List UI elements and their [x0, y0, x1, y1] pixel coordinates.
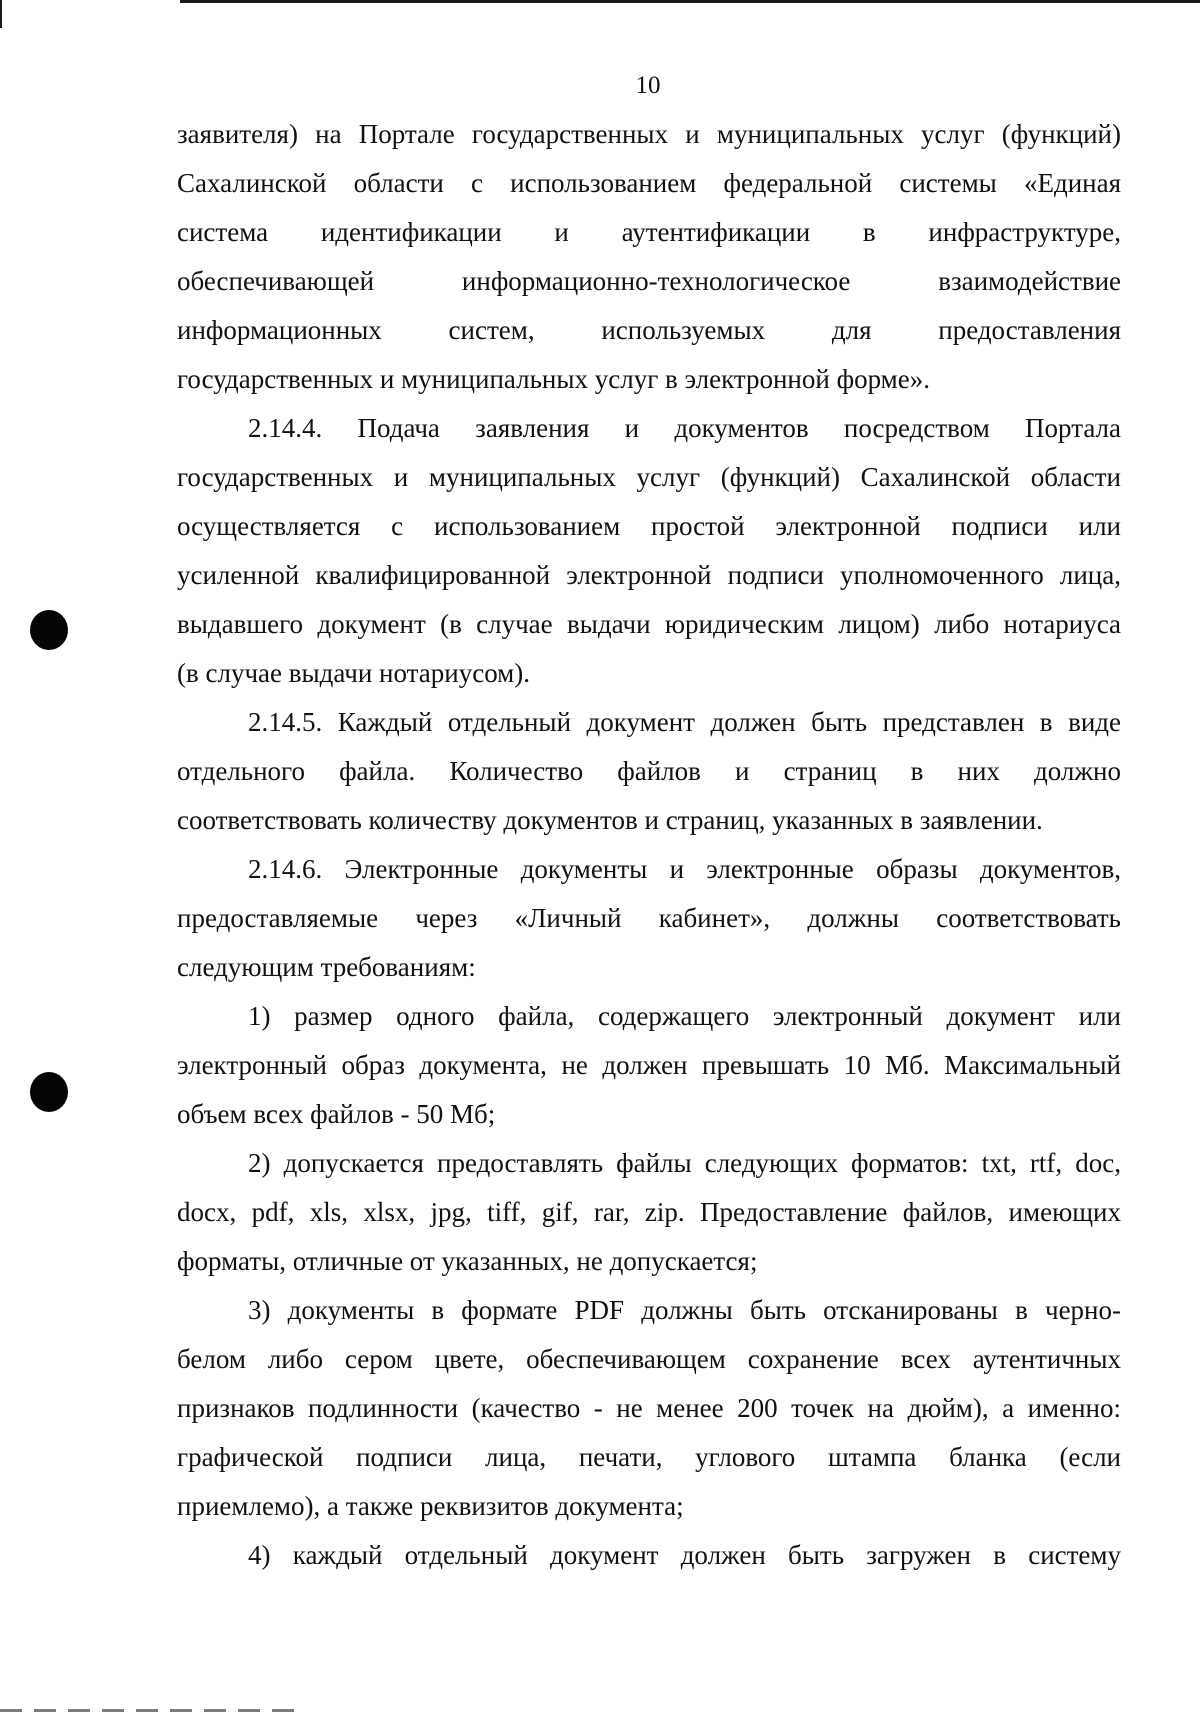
paragraph-2-14-6: [177, 845, 1121, 992]
page-number: 10: [635, 72, 661, 99]
scan-left-edge: [0, 0, 2, 28]
text-line: обеспечивающей информационно-технологическое взаимодействие: [177, 266, 1121, 296]
paragraph-2-14-5: [177, 698, 1121, 845]
text-line: графической подписи лица, печати, углового штампа бланка (если: [177, 1442, 1121, 1472]
text-line: признаков подлинности (качество - не менее 200 точек на дюйм), а именно:: [177, 1393, 1121, 1423]
text-line: 2.14.5. Каждый отдельный документ должен быть представлен в виде: [248, 707, 1121, 737]
text-line: соответствовать количеству документов и страниц, указанных в заявлении.: [177, 805, 1043, 835]
text-line: выдавшего документ (в случае выдачи юридическим лицом) либо нотариуса: [177, 609, 1121, 639]
list-item-1: [177, 992, 1121, 1139]
text-line: белом либо сером цвете, обеспечивающем сохранение всех аутентичных: [177, 1344, 1121, 1374]
text-line: 4) каждый отдельный документ должен быть загружен в систему: [248, 1540, 1121, 1570]
list-item-3: [177, 1286, 1121, 1531]
text-line: информационных систем, используемых для предоставления: [177, 315, 1121, 345]
document-body: [177, 110, 1121, 1580]
punch-hole: [30, 1072, 68, 1112]
text-line: предоставляемые через «Личный кабинет», должны соответствовать: [177, 903, 1121, 933]
text-line: государственных и муниципальных услуг (функций) Сахалинской области: [177, 462, 1121, 492]
list-item-2: [177, 1139, 1121, 1286]
text-line: усиленной квалифицированной электронной подписи уполномоченного лица,: [177, 560, 1121, 590]
text-line: Сахалинской области с использованием федеральной системы «Единая: [177, 168, 1121, 198]
scan-top-edge: [180, 0, 1200, 3]
text-line: (в случае выдачи нотариусом).: [177, 658, 531, 688]
text-line: осуществляется с использованием простой электронной подписи или: [177, 511, 1121, 541]
text-line: 3) документы в формате PDF должны быть отсканированы в черно-: [248, 1295, 1121, 1325]
text-line: следующим требованиям:: [177, 952, 476, 982]
text-line: государственных и муниципальных услуг в электронной форме».: [177, 364, 930, 394]
punch-hole: [30, 610, 68, 650]
text-line: объем всех файлов - 50 Мб;: [177, 1099, 496, 1129]
text-line: docx, pdf, xls, xlsx, jpg, tiff, gif, rar, zip. Предоставление файлов, имеющих: [177, 1197, 1121, 1227]
text-line: система идентификации и аутентификации в инфраструктуре,: [177, 217, 1121, 247]
text-line: электронный образ документа, не должен превышать 10 Мб. Максимальный: [177, 1050, 1121, 1080]
list-item-4: [177, 1531, 1121, 1580]
text-line: заявителя) на Портале государственных и муниципальных услуг (функций): [177, 119, 1121, 149]
text-line: форматы, отличные от указанных, не допускается;: [177, 1246, 758, 1276]
text-line: 1) размер одного файла, содержащего электронный документ или: [248, 1001, 1121, 1031]
paragraph-2-14-4: [177, 404, 1121, 698]
text-line: отдельного файла. Количество файлов и страниц в них должно: [177, 756, 1121, 786]
text-line: 2.14.6. Электронные документы и электронные образы документов,: [248, 854, 1121, 884]
scan-bottom-edge: [0, 1709, 300, 1712]
paragraph: [177, 110, 1121, 404]
text-line: 2.14.4. Подача заявления и документов посредством Портала: [248, 413, 1121, 443]
text-line: приемлемо), а также реквизитов документа;: [177, 1491, 684, 1521]
text-line: 2) допускается предоставлять файлы следующих форматов: txt, rtf, doc,: [248, 1148, 1121, 1178]
